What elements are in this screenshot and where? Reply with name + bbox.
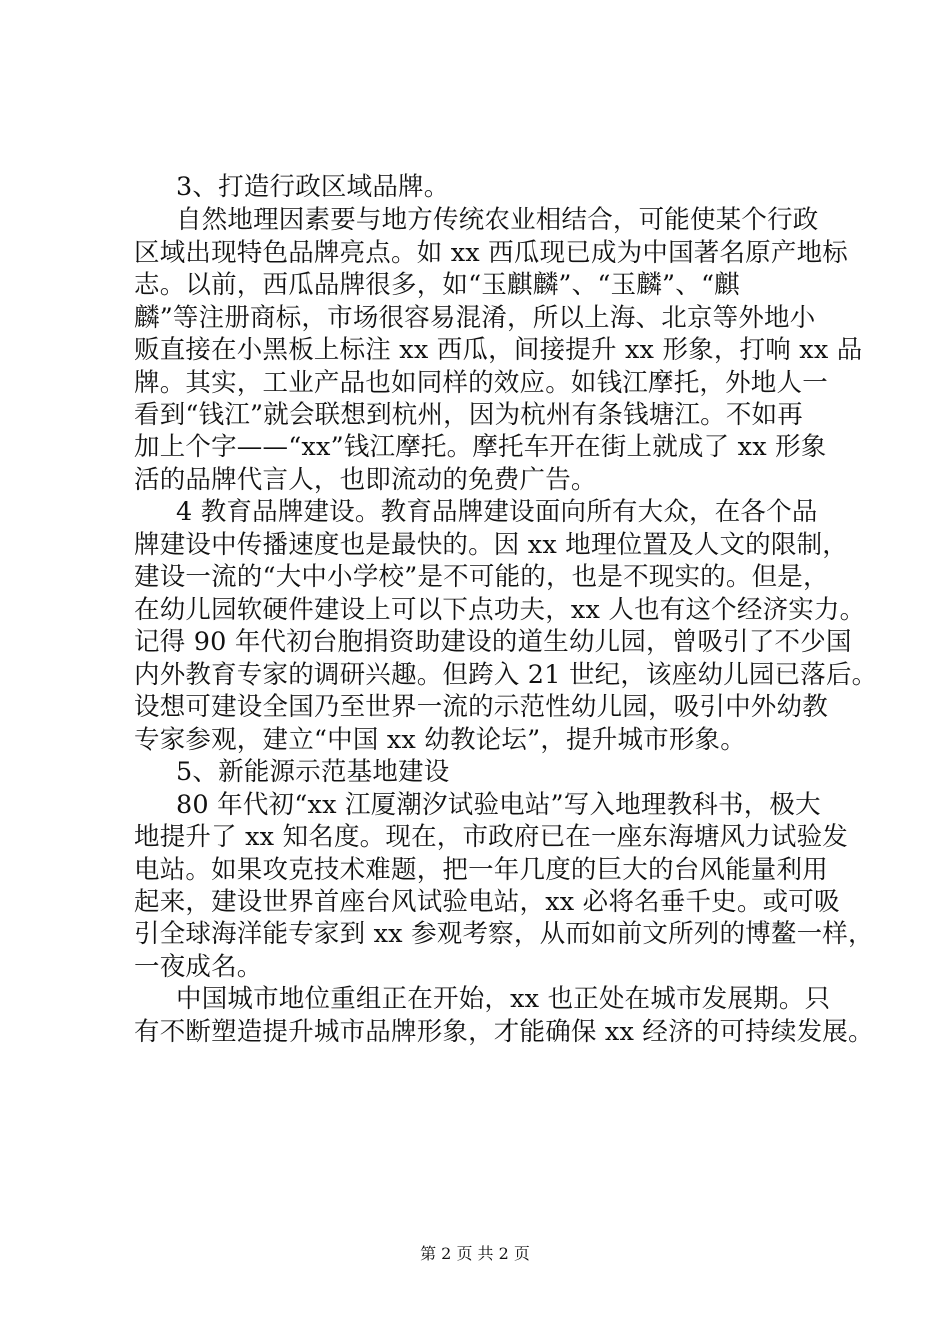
paragraph-line: 志。以前，西瓜品牌很多，如“玉麒麟”、“玉麟”、“麒 [134, 270, 740, 300]
paragraph-line: 记得 90 年代初台胞捐资助建设的道生幼儿园，曾吸引了不少国 [134, 627, 852, 657]
paragraph-line: 专家参观，建立“中国 xx 幼教论坛”，提升城市形象。 [134, 725, 746, 755]
paragraph-line: 活的品牌代言人，也即流动的免费广告。 [134, 465, 597, 495]
heading-line-5: 5、新能源示范基地建设 [176, 757, 450, 787]
heading-line-3: 3、打造行政区域品牌。 [176, 172, 450, 202]
paragraph-line: 建设一流的“大中小学校”是不可能的，也是不现实的。但是， [134, 562, 829, 592]
paragraph-line: 看到“钱江”就会联想到杭州，因为杭州有条钱塘江。不如再 [134, 400, 803, 430]
paragraph-line: 在幼儿园软硬件建设上可以下点功夫，xx 人也有这个经济实力。 [134, 595, 866, 625]
heading-line-4: 4 教育品牌建设。教育品牌建设面向所有大众，在各个品 [176, 497, 818, 527]
paragraph-line: 起来，建设世界首座台风试验电站，xx 必将名垂千史。或可吸 [134, 887, 840, 917]
paragraph-line: 电站。如果攻克技术难题，把一年几度的巨大的台风能量利用 [134, 855, 828, 885]
paragraph-line: 内外教育专家的调研兴趣。但跨入 21 世纪，该座幼儿园已落后。 [134, 660, 878, 690]
paragraph-line: 有不断塑造提升城市品牌形象，才能确保 xx 经济的可持续发展。 [134, 1017, 874, 1047]
paragraph-line: 区域出现特色品牌亮点。如 xx 西瓜现已成为中国著名原产地标 [134, 238, 848, 268]
page-number-footer: 第 2 页 共 2 页 [420, 1244, 530, 1263]
paragraph-line: 地提升了 xx 知名度。现在，市政府已在一座东海塘风力试验发 [134, 822, 848, 852]
paragraph-line: 中国城市地位重组正在开始，xx 也正处在城市发展期。只 [176, 984, 831, 1014]
paragraph-line: 加上个字——“xx”钱江摩托。摩托车开在街上就成了 xx 形象 [134, 432, 827, 462]
paragraph-line: 设想可建设全国乃至世界一流的示范性幼儿园，吸引中外幼教 [134, 692, 828, 722]
paragraph-line: 引全球海洋能专家到 xx 参观考察，从而如前文所列的博鳌一样， [134, 919, 874, 949]
paragraph-line: 自然地理因素要与地方传统农业相结合，可能使某个行政 [176, 205, 819, 235]
paragraph-line: 牌。其实，工业产品也如同样的效应。如钱江摩托，外地人一 [134, 368, 828, 398]
paragraph-line: 贩直接在小黑板上标注 xx 西瓜，间接提升 xx 形象，打响 xx 品 [134, 335, 863, 365]
paragraph-line: 80 年代初“xx 江厦潮汐试验电站”写入地理教科书，极大 [176, 790, 821, 820]
paragraph-line: 一夜成名。 [134, 952, 263, 982]
paragraph-line: 牌建设中传播速度也是最快的。因 xx 地理位置及人文的限制， [134, 530, 848, 560]
paragraph-line: 麟”等注册商标，市场很容易混淆，所以上海、北京等外地小 [134, 303, 816, 333]
